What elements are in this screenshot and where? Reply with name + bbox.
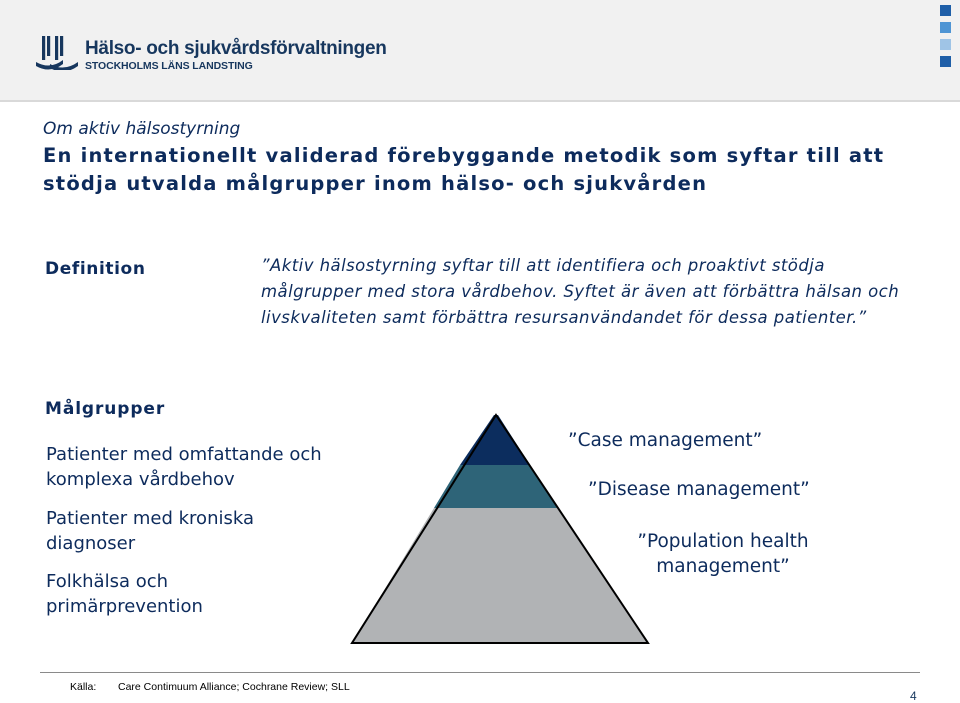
page-number: 4	[910, 689, 917, 703]
accent-square	[940, 22, 951, 33]
level-disease-management: ”Disease management”	[588, 479, 810, 500]
pyramid-level-top	[460, 415, 530, 465]
slide-headline: En internationellt validerad förebyggande metodik som syftar till att stödja utvalda målgrupper inom hälso- och sjukvården	[43, 144, 885, 195]
slide-subtitle: Om aktiv hälsostyrning	[43, 119, 241, 139]
org-subtitle: STOCKHOLMS LÄNS LANDSTING	[85, 60, 253, 72]
sll-logo-icon	[36, 34, 78, 70]
org-name: Hälso- och sjukvårdsförvaltningen	[85, 38, 387, 59]
accent-square	[940, 5, 951, 16]
accent-square	[940, 56, 951, 67]
group-public-health: Folkhälsa och primärprevention	[46, 571, 203, 617]
definition-text: ”Aktiv hälsostyrning syftar till att identifiera och proaktivt stödja målgrupper med stora vårdbehov. Syftet är även att förbättra hälsan och livskvaliteten samt förbättra resursanvändandet för dessa patienter.”	[261, 256, 900, 327]
source-label: Källa:	[70, 681, 97, 693]
group-chronic: Patienter med kroniska diagnoser	[46, 508, 254, 554]
definition-label: Definition	[45, 259, 146, 279]
group-complex-needs: Patienter med omfattande och komplexa vårdbehov	[46, 444, 322, 490]
level-case-management: ”Case management”	[568, 430, 763, 451]
malgrupper-label: Målgrupper	[45, 399, 166, 419]
accent-square	[940, 39, 951, 50]
header-divider	[0, 100, 960, 102]
pyramid-level-middle	[434, 465, 557, 508]
footer-divider	[40, 672, 920, 673]
level-population-health: ”Population health management”	[637, 531, 809, 577]
source-text: Care Contimuum Alliance; Cochrane Review; SLL	[118, 681, 350, 693]
